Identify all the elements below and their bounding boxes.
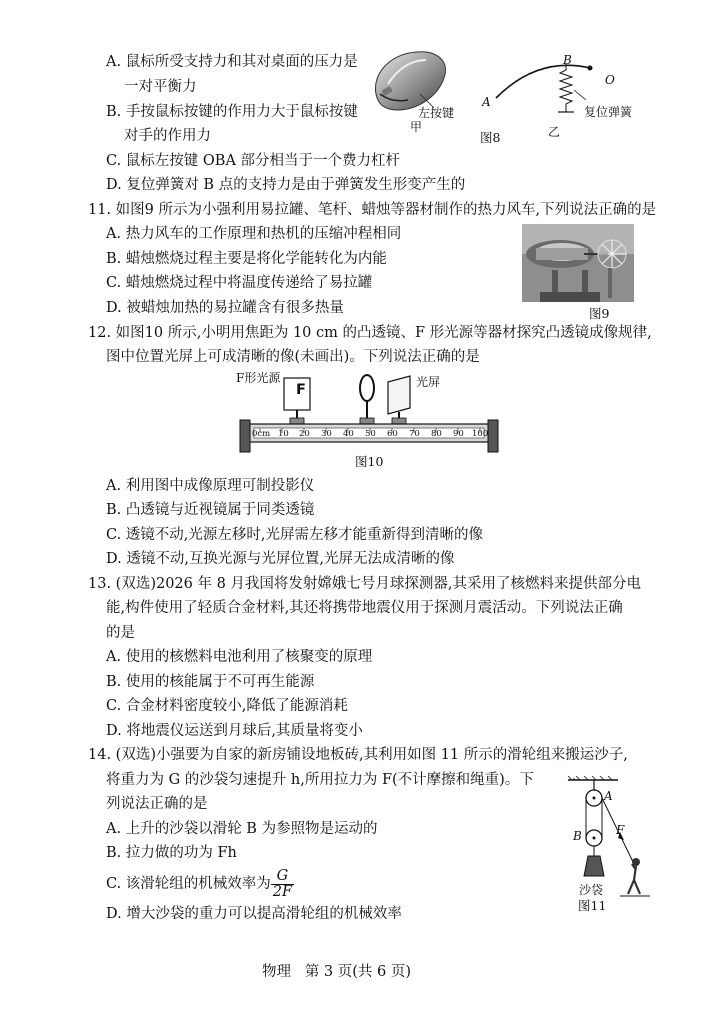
fig10-tick-0: 0cm <box>252 429 271 439</box>
q13-option-d: D. 将地震仪运送到月球后,其质量将变小 <box>106 723 363 739</box>
q13-option-a: A. 使用的核燃料电池利用了核聚变的原理 <box>106 649 373 665</box>
fig8-left-button-label: 左按键 <box>418 106 455 120</box>
q10-option-b-line2: 对手的作用力 <box>124 128 211 144</box>
q13-stem-line1: 13. (双选)2026 年 8 月我国将发射嫦娥七号月球探测器,其采用了核燃料来提供部分电 <box>88 576 642 592</box>
fig11-pulley-b: B <box>573 829 582 843</box>
q11-option-d: D. 被蜡烛加热的易拉罐含有很多热量 <box>106 300 344 316</box>
fig10-tick-70: 70 <box>409 429 420 439</box>
q10-option-d: D. 复位弹簧对 B 点的支持力是由于弹簧发生形变产生的 <box>106 177 466 193</box>
q14-option-b: B. 拉力做的功为 Fh <box>106 845 237 861</box>
fig11-force-f: F <box>616 823 625 837</box>
q14-option-c <box>106 868 294 900</box>
fig10-tick-90: 90 <box>453 429 464 439</box>
fig11-caption: 图11 <box>578 898 607 913</box>
fig8-jia-label: 甲 <box>410 120 423 134</box>
q11-stem: 11. 如图9 所示为小强利用易拉罐、笔杆、蜡烛等器材制作的热力风车,下列说法正确的是 <box>88 202 657 218</box>
fig8-spring-label: 复位弹簧 <box>584 105 633 119</box>
q12-option-c: C. 透镜不动,光源左移时,光屏需左移才能重新得到清晰的像 <box>106 527 484 543</box>
q14-efficiency-fraction <box>271 869 294 900</box>
fig10-tick-30: 30 <box>321 429 332 439</box>
fig10-tick-100: 100 <box>472 429 489 439</box>
q14-option-d: D. 增大沙袋的重力可以提高滑轮组的机械效率 <box>106 906 402 922</box>
fig10-tick-60: 60 <box>387 429 398 439</box>
q14-fraction-denominator: 2F <box>272 883 293 900</box>
q11-option-b: B. 蜡烛燃烧过程主要是将化学能转化为内能 <box>106 251 387 267</box>
fig8-point-a: A <box>482 95 491 109</box>
fig10-tick-50: 50 <box>365 429 376 439</box>
q13-stem-line3: 的是 <box>106 625 135 641</box>
q12-stem-line1: 12. 如图10 所示,小明用焦距为 10 cm 的凸透镜、F 形光源等器材探究凸透镜成像规律, <box>88 325 652 341</box>
q10-option-a-line1: A. 鼠标所受支持力和其对桌面的压力是 <box>106 54 358 70</box>
fig10-tick-40: 40 <box>343 429 354 439</box>
page-footer: 物理 第 3 页(共 6 页) <box>262 964 412 980</box>
q10-option-c: C. 鼠标左按键 OBA 部分相当于一个费力杠杆 <box>106 153 401 169</box>
fig8-caption: 图8 <box>480 130 501 145</box>
q11-option-c: C. 蜡烛燃烧过程中将温度传递给了易拉罐 <box>106 275 373 291</box>
fig10-tick-10: 10 <box>278 429 289 439</box>
fig11-pulley-a: A <box>604 789 613 803</box>
q13-option-c: C. 合金材料密度较小,降低了能源消耗 <box>106 698 348 714</box>
fig9-caption: 图9 <box>589 306 610 321</box>
fig9-windmill-photo <box>522 224 634 302</box>
fig10-screen-label: 光屏 <box>416 375 441 389</box>
q14-option-a: A. 上升的沙袋以滑轮 B 为参照物是运动的 <box>106 821 378 837</box>
q14-stem-line2: 将重力为 G 的沙袋匀速提升 h,所用拉力为 F(不计摩擦和绳重)。下 <box>106 772 534 788</box>
q12-option-b: B. 凸透镜与近视镜属于同类透镜 <box>106 502 315 518</box>
fig10-caption: 图10 <box>355 454 384 469</box>
q10-option-b-line1: B. 手按鼠标按键的作用力大于鼠标按键 <box>106 104 358 120</box>
fig10-source-letter: F <box>296 382 306 398</box>
fig10-tick-20: 20 <box>299 429 310 439</box>
q11-option-a: A. 热力风车的工作原理和热机的压缩冲程相同 <box>106 226 402 242</box>
q12-option-d: D. 透镜不动,互换光源与光屏位置,光屏无法成清晰的像 <box>106 551 455 567</box>
q14-stem-line1: 14. (双选)小强要为自家的新房铺设地板砖,其利用如图 11 所示的滑轮组来搬运沙子, <box>88 747 628 763</box>
q12-stem-line2: 图中位置光屏上可成清晰的像(未画出)。下列说法正确的是 <box>106 349 480 365</box>
fig11-bag-label: 沙袋 <box>579 883 604 897</box>
fig10-tick-80: 80 <box>431 429 442 439</box>
fig10-source-label: F形光源 <box>236 371 281 385</box>
fig8-yi-label: 乙 <box>548 125 561 139</box>
q14-option-c-prefix: C. 该滑轮组的机械效率为 <box>106 876 271 892</box>
fig8-point-o: O <box>605 73 615 87</box>
q13-stem-line2: 能,构件使用了轻质合金材料,其还将携带地震仪用于探测月震活动。下列说法正确 <box>106 600 623 616</box>
q10-option-a-line2: 一对平衡力 <box>124 79 197 95</box>
q14-stem-line3: 列说法正确的是 <box>106 796 208 812</box>
q14-fraction-numerator: G <box>271 869 294 885</box>
q13-option-b: B. 使用的核能属于不可再生能源 <box>106 674 315 690</box>
q12-option-a: A. 利用图中成像原理可制投影仪 <box>106 478 315 494</box>
fig8-point-b: B <box>563 53 572 67</box>
